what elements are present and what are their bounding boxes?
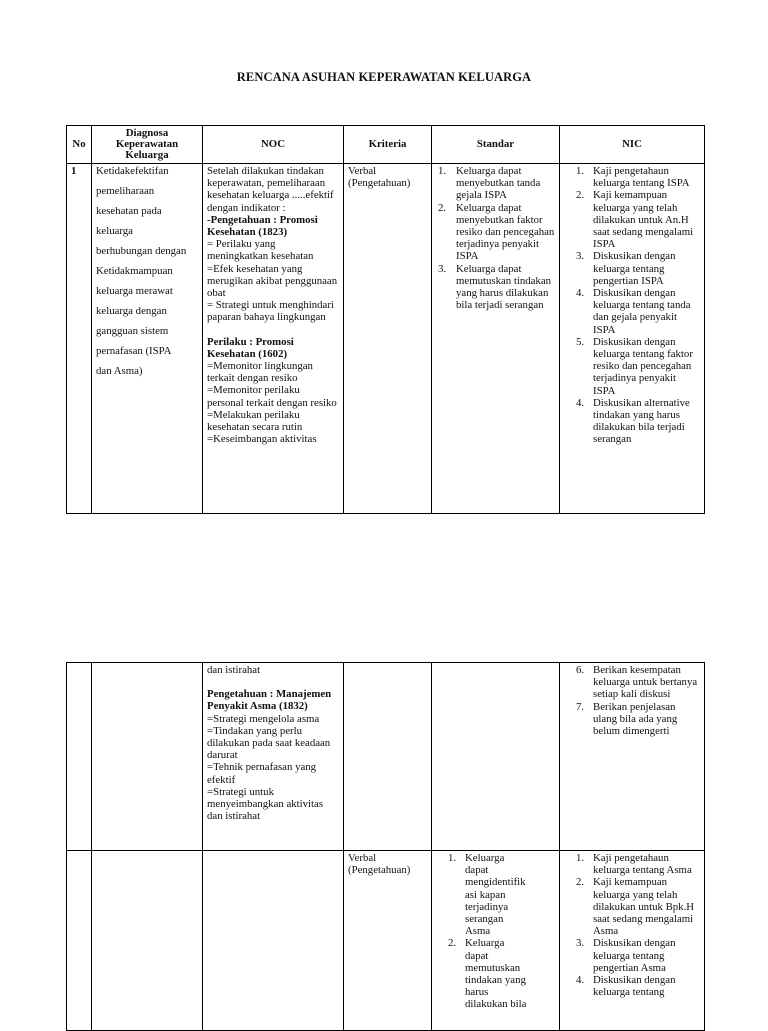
diagnosa-line: Ketidakefektifan xyxy=(96,165,169,177)
noc-heading: Pengetahuan : Manajemen Penyakit Asma (1832) xyxy=(207,688,332,713)
diagnosa-line: Ketidakmampuan xyxy=(96,265,173,277)
table-row xyxy=(67,164,705,514)
noc-indicator: =Tindakan yang perlu dilakukan pada saat keadaan darurat xyxy=(207,724,331,762)
header-noc: NOC xyxy=(203,126,344,164)
noc-indicator: =Efek kesehatan yang merugikan akibat penggunaan obat xyxy=(207,262,338,300)
list-item: 2. Keluarga dapat memutuskan tindakan yang harus dilakukan bila xyxy=(448,937,527,1011)
list-item: 2. Kaji kemampuan keluarga yang telah dilakukan untuk Bpk.H saat sedang mengalami Asma xyxy=(576,876,695,938)
list-item: 6. Berikan kesempatan keluarga untuk bertanya setiap kali diskusi xyxy=(576,664,698,701)
diagnosa-line: dan Asma) xyxy=(96,365,143,377)
noc-intro: Setelah dilakukan tindakan keperawatan, pemeliharaan kesehatan keluarga .....efektif dengan indikator : xyxy=(207,165,334,214)
table-row xyxy=(67,663,705,851)
noc-cell xyxy=(203,164,344,514)
noc-indicator: =Memonitor perilaku personal terkait dengan resiko xyxy=(207,384,337,409)
standar-cell xyxy=(432,164,560,514)
noc-indicator: dan istirahat xyxy=(207,664,261,676)
header-no: No xyxy=(67,126,92,164)
care-plan-table xyxy=(66,125,705,514)
noc-indicator: = Strategi untuk menghindari paparan bahaya lingkungan xyxy=(207,299,334,324)
list-item: 5. Diskusikan dengan keluarga tentang faktor resiko dan pencegahan terjadinya penyakit ISPA xyxy=(576,335,693,397)
list-item: 4. Diskusikan alternative tindakan yang harus dilakukan bila terjadi serangan xyxy=(576,396,690,446)
list-item: 1. Keluarga dapat mengidentifik asi kapan terjadinya serangan Asma xyxy=(448,852,526,938)
header-standar: Standar xyxy=(432,126,560,164)
list-item: 3. Diskusikan dengan keluarga tentang pengertian ISPA xyxy=(576,250,676,287)
noc-indicator: = Perilaku yang meningkatkan kesehatan xyxy=(207,238,314,263)
nic-cell xyxy=(560,164,705,514)
header-diagnosa: Diagnosa Keperawatan Keluarga xyxy=(92,126,203,164)
standar-cell xyxy=(432,851,560,1031)
noc-indicator: =Keseimbangan aktivitas xyxy=(207,433,317,446)
noc-indicator: =Tehnik pernafasan yang efektif xyxy=(207,761,317,786)
list-item: 4. Diskusikan dengan keluarga tentang tanda dan gejala penyakit ISPA xyxy=(576,287,691,336)
noc-indicator: =Strategi mengelola asma xyxy=(207,712,320,725)
list-item: 1. Kaji pengetahaun keluarga tentang Asma xyxy=(576,852,692,877)
noc-heading: -Pengetahuan : Promosi Kesehatan (1823) xyxy=(207,213,318,239)
kriteria-cell: Verbal (Pengetahuan) xyxy=(344,164,432,514)
list-item: 2. Keluarga dapat menyebutkan faktor resiko dan pencegahan terjadinya penyakit ISPA xyxy=(438,201,555,263)
diagnosa-line: kesehatan pada xyxy=(96,205,162,217)
diagnosa-line: gangguan sistem xyxy=(96,325,169,337)
noc-cell xyxy=(203,663,344,851)
nic-cell xyxy=(560,663,705,851)
list-item: 1. Kaji pengetahaun keluarga tentang ISPA xyxy=(576,165,690,190)
list-item: 4. Diskusikan dengan keluarga tentang xyxy=(576,974,676,999)
header-row xyxy=(67,126,705,164)
noc-indicator: =Strategi untuk menyeimbangkan aktivitas dan istirahat xyxy=(207,785,324,823)
noc-heading: Perilaku : Promosi Kesehatan (1602) xyxy=(207,335,294,360)
row-number: 1 xyxy=(67,164,92,514)
diagnosa-line: keluarga merawat xyxy=(96,285,173,297)
table-row xyxy=(67,851,705,1031)
noc-indicator: =Melakukan perilaku kesehatan secara rutin xyxy=(207,408,303,434)
list-item: 3. Keluarga dapat memutuskan tindakan yang harus dilakukan bila terjadi serangan xyxy=(438,262,552,312)
list-item: 1. Keluarga dapat menyebutkan tanda gejala ISPA xyxy=(438,165,541,202)
header-nic: NIC xyxy=(560,126,705,164)
list-item: 7. Berikan penjelasan ulang bila ada yang belum dimengerti xyxy=(576,700,678,738)
diagnosa-line: pemeliharaan xyxy=(96,185,155,197)
header-kriteria: Kriteria xyxy=(344,126,432,164)
list-item: 2. Kaji kemampuan keluarga yang telah dilakukan untuk An.H saat sedang mengalami ISPA xyxy=(576,189,694,251)
diagnosa-line: pernafasan (ISPA xyxy=(96,345,172,357)
nic-cell xyxy=(560,851,705,1031)
diagnosa-cell xyxy=(92,164,203,514)
diagnosa-line: keluarga xyxy=(96,225,133,237)
list-item: 3. Diskusikan dengan keluarga tentang pengertian Asma xyxy=(576,937,676,974)
diagnosa-line: berhubungan dengan xyxy=(96,245,187,257)
noc-indicator: =Memonitor lingkungan terkait dengan resiko xyxy=(207,360,313,385)
diagnosa-line: keluarga dengan xyxy=(96,305,167,317)
care-plan-table-continued xyxy=(66,662,705,1031)
kriteria-cell: Verbal (Pengetahuan) xyxy=(344,851,432,1031)
document-title: RENCANA ASUHAN KEPERAWATAN KELUARGA xyxy=(236,70,532,84)
